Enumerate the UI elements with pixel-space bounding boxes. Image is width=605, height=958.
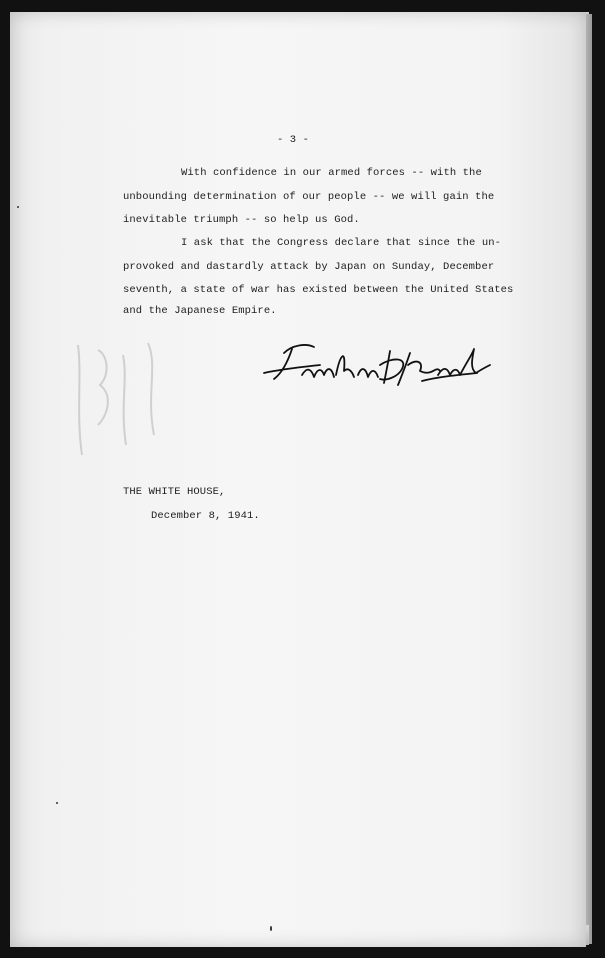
paragraph-2-line-4: and the Japanese Empire.: [123, 305, 277, 317]
paper-sheet: [10, 12, 586, 947]
paragraph-1-line-3: inevitable triumph -- so help us God.: [123, 214, 360, 226]
paragraph-2-line-2: provoked and dastardly attack by Japan on Sunday, December: [123, 261, 495, 273]
scan-speck: [270, 926, 272, 931]
closing-date: December 8, 1941.: [151, 510, 260, 522]
bleed-through-marks: [68, 335, 178, 465]
paragraph-1-line-2: unbounding determination of our people -- we will gain the: [123, 191, 495, 203]
paragraph-2-line-1: I ask that the Congress declare that since the un-: [181, 237, 502, 249]
paragraph-1-line-1: With confidence in our armed forces -- with the: [181, 167, 482, 179]
paragraph-2-line-3: seventh, a state of war has existed between the United States: [123, 284, 514, 296]
closing-place: THE WHITE HOUSE,: [123, 486, 226, 498]
handwritten-signature: [262, 335, 492, 397]
scan-speck: [56, 802, 58, 804]
page-number: - 3 -: [277, 134, 310, 146]
scan-speck: [17, 206, 19, 208]
